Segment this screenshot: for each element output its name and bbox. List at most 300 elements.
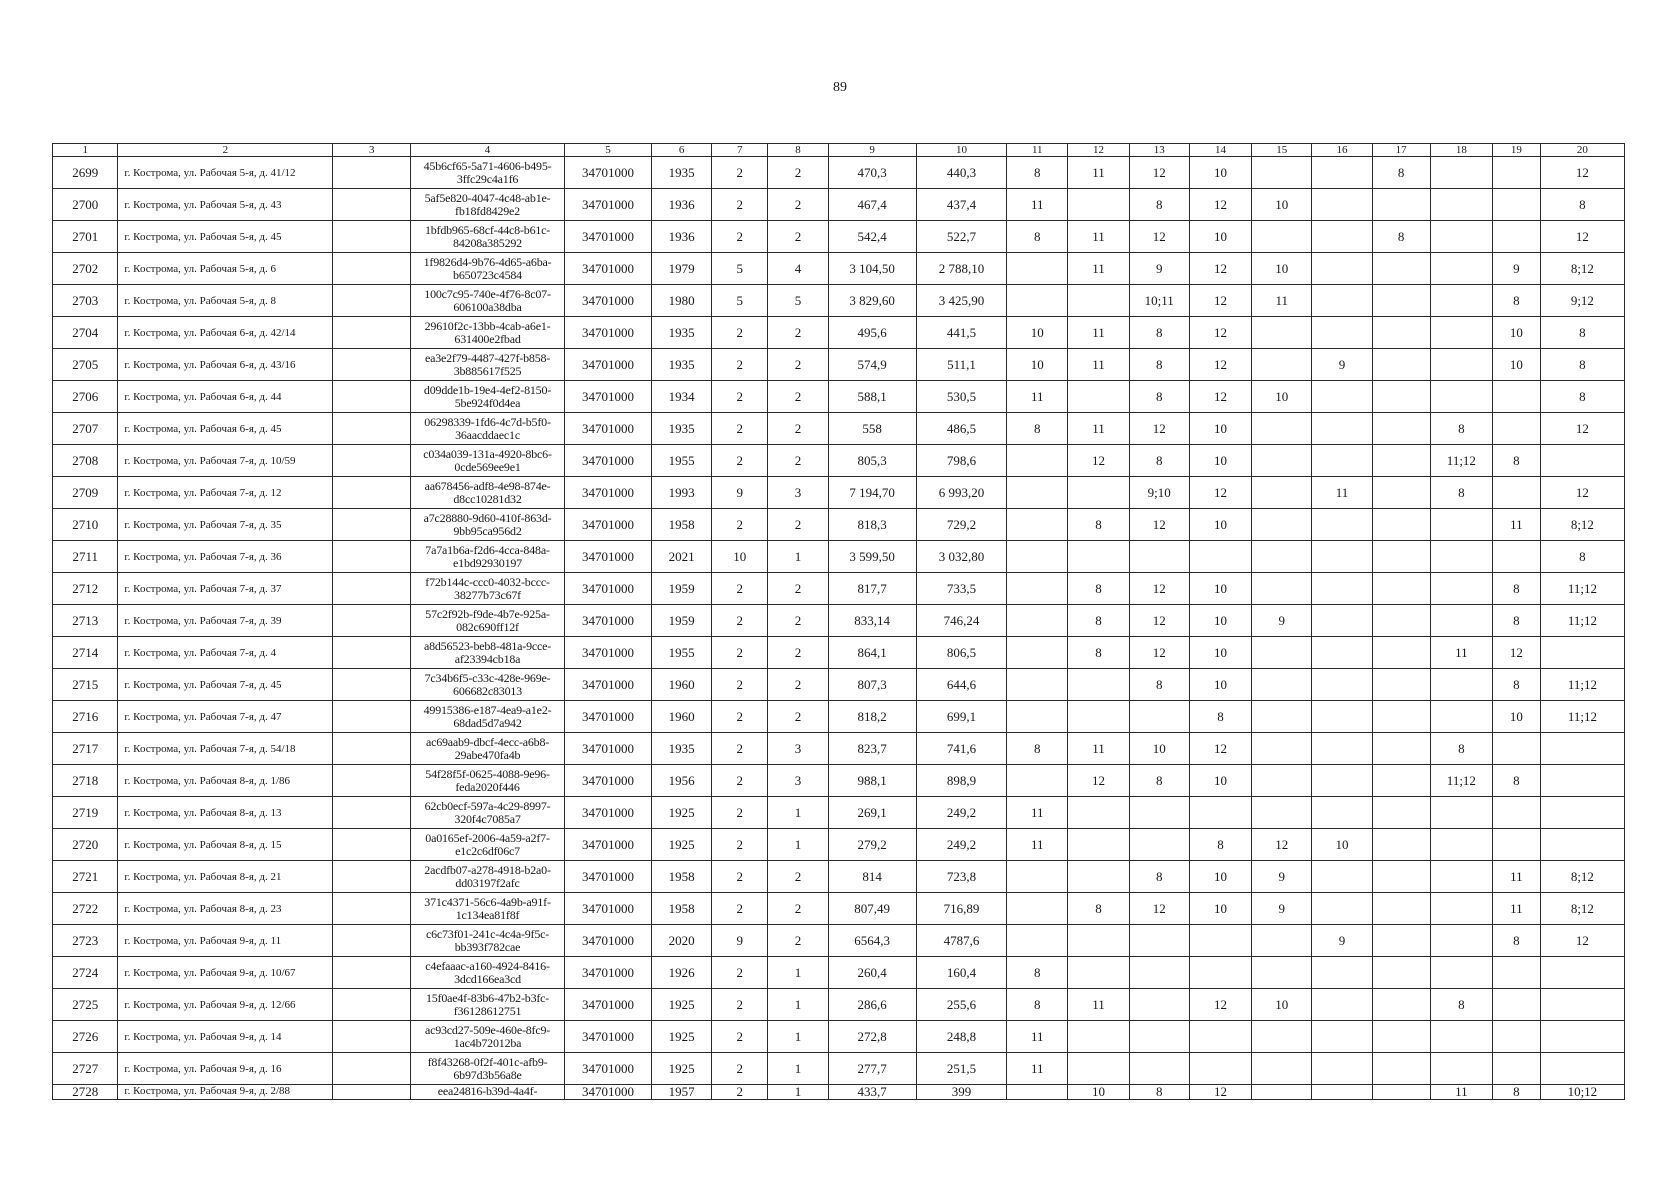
living-area-cell: 716,89 bbox=[916, 893, 1006, 925]
living-area-cell: 806,5 bbox=[916, 637, 1006, 669]
col14-cell: 10 bbox=[1189, 861, 1251, 893]
row-number-cell: 2700 bbox=[53, 189, 118, 221]
year-built-cell: 1926 bbox=[652, 957, 712, 989]
col13-cell bbox=[1129, 1021, 1189, 1053]
floors-cell: 5 bbox=[712, 285, 768, 317]
col16-cell bbox=[1312, 1085, 1372, 1100]
guid-cell: aa678456-adf8-4e98-874e-d8cc10281d32 bbox=[411, 477, 565, 509]
guid-cell: 7a7a1b6a-f2d6-4cca-848a-e1bd92930197 bbox=[411, 541, 565, 573]
total-area-cell: 3 829,60 bbox=[828, 285, 916, 317]
col12-cell: 11 bbox=[1068, 253, 1129, 285]
table-row bbox=[53, 829, 1625, 861]
col17-cell bbox=[1372, 765, 1430, 797]
col14-cell: 12 bbox=[1189, 477, 1251, 509]
column-header-8: 8 bbox=[768, 144, 828, 157]
oktmo-cell: 34701000 bbox=[564, 989, 651, 1021]
table-row bbox=[53, 253, 1625, 285]
col17-cell bbox=[1372, 861, 1430, 893]
col18-cell bbox=[1430, 573, 1492, 605]
table-row bbox=[53, 413, 1625, 445]
col19-cell: 8 bbox=[1493, 573, 1541, 605]
col3-cell bbox=[333, 381, 411, 413]
year-built-cell: 1936 bbox=[652, 221, 712, 253]
column-header-17: 17 bbox=[1372, 144, 1430, 157]
col13-cell: 8 bbox=[1129, 861, 1189, 893]
total-area-cell: 818,2 bbox=[828, 701, 916, 733]
col16-cell bbox=[1312, 221, 1372, 253]
col11-cell bbox=[1007, 925, 1068, 957]
col18-cell: 11;12 bbox=[1430, 765, 1492, 797]
address-cell: г. Кострома, ул. Рабочая 8-я, д. 23 bbox=[118, 893, 333, 925]
table-row bbox=[53, 541, 1625, 573]
guid-cell: d09dde1b-19e4-4ef2-8150-5be924f0d4ea bbox=[411, 381, 565, 413]
col3-cell bbox=[333, 349, 411, 381]
col13-cell bbox=[1129, 1053, 1189, 1085]
col20-cell: 8 bbox=[1540, 317, 1624, 349]
total-area-cell: 805,3 bbox=[828, 445, 916, 477]
col15-cell bbox=[1252, 765, 1312, 797]
entrances-cell: 2 bbox=[768, 157, 828, 189]
col11-cell: 11 bbox=[1007, 797, 1068, 829]
col11-cell: 8 bbox=[1007, 957, 1068, 989]
guid-cell: ac93cd27-509e-460e-8fc9-1ac4b72012ba bbox=[411, 1021, 565, 1053]
column-header-6: 6 bbox=[652, 144, 712, 157]
living-area-cell: 3 032,80 bbox=[916, 541, 1006, 573]
col11-cell bbox=[1007, 701, 1068, 733]
col11-cell bbox=[1007, 669, 1068, 701]
table-row bbox=[53, 317, 1625, 349]
col14-cell: 12 bbox=[1189, 349, 1251, 381]
col13-cell: 8 bbox=[1129, 669, 1189, 701]
living-area-cell: 486,5 bbox=[916, 413, 1006, 445]
column-header-7: 7 bbox=[712, 144, 768, 157]
living-area-cell: 741,6 bbox=[916, 733, 1006, 765]
col15-cell: 11 bbox=[1252, 285, 1312, 317]
col18-cell bbox=[1430, 541, 1492, 573]
col18-cell bbox=[1430, 669, 1492, 701]
col12-cell: 11 bbox=[1068, 317, 1129, 349]
col14-cell bbox=[1189, 541, 1251, 573]
col14-cell: 12 bbox=[1189, 317, 1251, 349]
entrances-cell: 2 bbox=[768, 925, 828, 957]
col13-cell: 10 bbox=[1129, 733, 1189, 765]
entrances-cell: 2 bbox=[768, 509, 828, 541]
col20-cell: 8 bbox=[1540, 541, 1624, 573]
guid-cell: 45b6cf65-5a71-4606-b495-3ffc29c4a1f6 bbox=[411, 157, 565, 189]
address-cell: г. Кострома, ул. Рабочая 7-я, д. 12 bbox=[118, 477, 333, 509]
col20-cell bbox=[1540, 1021, 1624, 1053]
col3-cell bbox=[333, 893, 411, 925]
col13-cell bbox=[1129, 925, 1189, 957]
year-built-cell: 1959 bbox=[652, 573, 712, 605]
col20-cell bbox=[1540, 733, 1624, 765]
col11-cell bbox=[1007, 765, 1068, 797]
col17-cell bbox=[1372, 1085, 1430, 1100]
col11-cell: 10 bbox=[1007, 349, 1068, 381]
column-header-1: 1 bbox=[53, 144, 118, 157]
col3-cell bbox=[333, 829, 411, 861]
col20-cell: 12 bbox=[1540, 157, 1624, 189]
total-area-cell: 279,2 bbox=[828, 829, 916, 861]
living-area-cell: 249,2 bbox=[916, 797, 1006, 829]
col20-cell: 12 bbox=[1540, 477, 1624, 509]
total-area-cell: 286,6 bbox=[828, 989, 916, 1021]
col11-cell bbox=[1007, 861, 1068, 893]
address-cell: г. Кострома, ул. Рабочая 6-я, д. 43/16 bbox=[118, 349, 333, 381]
year-built-cell: 1925 bbox=[652, 1021, 712, 1053]
col19-cell bbox=[1493, 957, 1541, 989]
oktmo-cell: 34701000 bbox=[564, 445, 651, 477]
floors-cell: 2 bbox=[712, 1021, 768, 1053]
col12-cell: 12 bbox=[1068, 765, 1129, 797]
col16-cell bbox=[1312, 1021, 1372, 1053]
floors-cell: 2 bbox=[712, 765, 768, 797]
total-area-cell: 558 bbox=[828, 413, 916, 445]
row-number-cell: 2702 bbox=[53, 253, 118, 285]
row-number-cell: 2726 bbox=[53, 1021, 118, 1053]
col14-cell: 12 bbox=[1189, 381, 1251, 413]
page-number: 89 bbox=[833, 80, 847, 95]
floors-cell: 2 bbox=[712, 605, 768, 637]
col3-cell bbox=[333, 989, 411, 1021]
col11-cell bbox=[1007, 637, 1068, 669]
col17-cell bbox=[1372, 541, 1430, 573]
row-number-cell: 2711 bbox=[53, 541, 118, 573]
col19-cell bbox=[1493, 1021, 1541, 1053]
col20-cell bbox=[1540, 637, 1624, 669]
col16-cell bbox=[1312, 861, 1372, 893]
col15-cell: 9 bbox=[1252, 893, 1312, 925]
table-row bbox=[53, 349, 1625, 381]
floors-cell: 9 bbox=[712, 925, 768, 957]
row-number-cell: 2723 bbox=[53, 925, 118, 957]
address-cell: г. Кострома, ул. Рабочая 8-я, д. 1/86 bbox=[118, 765, 333, 797]
total-area-cell: 807,49 bbox=[828, 893, 916, 925]
total-area-cell: 833,14 bbox=[828, 605, 916, 637]
col12-cell: 11 bbox=[1068, 157, 1129, 189]
table-row bbox=[53, 925, 1625, 957]
year-built-cell: 1958 bbox=[652, 509, 712, 541]
col16-cell bbox=[1312, 541, 1372, 573]
column-header-2: 2 bbox=[118, 144, 333, 157]
col11-cell: 10 bbox=[1007, 317, 1068, 349]
guid-cell: 54f28f5f-0625-4088-9e96-feda2020f446 bbox=[411, 765, 565, 797]
col15-cell bbox=[1252, 509, 1312, 541]
row-number-cell: 2720 bbox=[53, 829, 118, 861]
row-number-cell: 2705 bbox=[53, 349, 118, 381]
col16-cell bbox=[1312, 317, 1372, 349]
col19-cell bbox=[1493, 477, 1541, 509]
col17-cell bbox=[1372, 669, 1430, 701]
col12-cell bbox=[1068, 861, 1129, 893]
col18-cell bbox=[1430, 157, 1492, 189]
entrances-cell: 2 bbox=[768, 317, 828, 349]
living-area-cell: 798,6 bbox=[916, 445, 1006, 477]
table-row bbox=[53, 445, 1625, 477]
col20-cell bbox=[1540, 765, 1624, 797]
guid-cell: 1bfdb965-68cf-44c8-b61c-84208a385292 bbox=[411, 221, 565, 253]
floors-cell: 2 bbox=[712, 349, 768, 381]
living-area-cell: 644,6 bbox=[916, 669, 1006, 701]
guid-cell: 29610f2c-13bb-4cab-a6e1-631400e2fbad bbox=[411, 317, 565, 349]
living-area-cell: 251,5 bbox=[916, 1053, 1006, 1085]
floors-cell: 2 bbox=[712, 669, 768, 701]
col14-cell: 12 bbox=[1189, 285, 1251, 317]
guid-cell: 0a0165ef-2006-4a59-a2f7-e1c2c6df06c7 bbox=[411, 829, 565, 861]
address-cell: г. Кострома, ул. Рабочая 7-я, д. 54/18 bbox=[118, 733, 333, 765]
col15-cell: 10 bbox=[1252, 253, 1312, 285]
row-number-cell: 2728 bbox=[53, 1085, 118, 1100]
col19-cell bbox=[1493, 541, 1541, 573]
col12-cell: 8 bbox=[1068, 573, 1129, 605]
floors-cell: 2 bbox=[712, 157, 768, 189]
col14-cell bbox=[1189, 1021, 1251, 1053]
address-cell: г. Кострома, ул. Рабочая 5-я, д. 8 bbox=[118, 285, 333, 317]
col16-cell bbox=[1312, 253, 1372, 285]
floors-cell: 9 bbox=[712, 477, 768, 509]
entrances-cell: 2 bbox=[768, 381, 828, 413]
col3-cell bbox=[333, 861, 411, 893]
floors-cell: 2 bbox=[712, 861, 768, 893]
entrances-cell: 2 bbox=[768, 669, 828, 701]
address-cell: г. Кострома, ул. Рабочая 7-я, д. 47 bbox=[118, 701, 333, 733]
living-area-cell: 437,4 bbox=[916, 189, 1006, 221]
entrances-cell: 2 bbox=[768, 445, 828, 477]
total-area-cell: 260,4 bbox=[828, 957, 916, 989]
col17-cell bbox=[1372, 893, 1430, 925]
oktmo-cell: 34701000 bbox=[564, 957, 651, 989]
col3-cell bbox=[333, 605, 411, 637]
oktmo-cell: 34701000 bbox=[564, 1085, 651, 1100]
table-row bbox=[53, 733, 1625, 765]
guid-cell: a7c28880-9d60-410f-863d-9bb95ca956d2 bbox=[411, 509, 565, 541]
col3-cell bbox=[333, 957, 411, 989]
col12-cell bbox=[1068, 957, 1129, 989]
guid-cell: 371c4371-56c6-4a9b-a91f-1c134ea81f8f bbox=[411, 893, 565, 925]
col3-cell bbox=[333, 1085, 411, 1100]
col13-cell: 12 bbox=[1129, 605, 1189, 637]
address-cell: г. Кострома, ул. Рабочая 9-я, д. 10/67 bbox=[118, 957, 333, 989]
entrances-cell: 5 bbox=[768, 285, 828, 317]
year-built-cell: 1935 bbox=[652, 349, 712, 381]
entrances-cell: 1 bbox=[768, 1053, 828, 1085]
floors-cell: 2 bbox=[712, 797, 768, 829]
total-area-cell: 3 599,50 bbox=[828, 541, 916, 573]
floors-cell: 2 bbox=[712, 573, 768, 605]
guid-cell: 49915386-e187-4ea9-a1e2-68dad5d7a942 bbox=[411, 701, 565, 733]
table-row bbox=[53, 701, 1625, 733]
guid-cell: ea3e2f79-4487-427f-b858-3b885617f525 bbox=[411, 349, 565, 381]
col19-cell: 10 bbox=[1493, 317, 1541, 349]
address-cell: г. Кострома, ул. Рабочая 9-я, д. 2/88 bbox=[118, 1085, 333, 1100]
col18-cell bbox=[1430, 381, 1492, 413]
total-area-cell: 818,3 bbox=[828, 509, 916, 541]
col13-cell bbox=[1129, 797, 1189, 829]
guid-cell: 2acdfb07-a278-4918-b2a0-dd03197f2afc bbox=[411, 861, 565, 893]
col13-cell: 8 bbox=[1129, 189, 1189, 221]
col18-cell bbox=[1430, 189, 1492, 221]
col20-cell: 12 bbox=[1540, 413, 1624, 445]
year-built-cell: 1925 bbox=[652, 829, 712, 861]
total-area-cell: 433,7 bbox=[828, 1085, 916, 1100]
address-cell: г. Кострома, ул. Рабочая 7-я, д. 37 bbox=[118, 573, 333, 605]
col15-cell bbox=[1252, 925, 1312, 957]
oktmo-cell: 34701000 bbox=[564, 509, 651, 541]
col19-cell: 8 bbox=[1493, 605, 1541, 637]
guid-cell: f8f43268-0f2f-401c-afb9-6b97d3b56a8e bbox=[411, 1053, 565, 1085]
col18-cell bbox=[1430, 701, 1492, 733]
row-number-cell: 2712 bbox=[53, 573, 118, 605]
col15-cell: 10 bbox=[1252, 381, 1312, 413]
oktmo-cell: 34701000 bbox=[564, 317, 651, 349]
row-number-cell: 2708 bbox=[53, 445, 118, 477]
column-header-15: 15 bbox=[1252, 144, 1312, 157]
table-row bbox=[53, 157, 1625, 189]
entrances-cell: 1 bbox=[768, 541, 828, 573]
address-cell: г. Кострома, ул. Рабочая 6-я, д. 42/14 bbox=[118, 317, 333, 349]
living-area-cell: 248,8 bbox=[916, 1021, 1006, 1053]
col13-cell: 8 bbox=[1129, 349, 1189, 381]
total-area-cell: 574,9 bbox=[828, 349, 916, 381]
col17-cell bbox=[1372, 733, 1430, 765]
col18-cell bbox=[1430, 349, 1492, 381]
col14-cell: 10 bbox=[1189, 413, 1251, 445]
col15-cell bbox=[1252, 637, 1312, 669]
address-cell: г. Кострома, ул. Рабочая 5-я, д. 41/12 bbox=[118, 157, 333, 189]
col18-cell: 8 bbox=[1430, 989, 1492, 1021]
table-row bbox=[53, 765, 1625, 797]
col16-cell bbox=[1312, 893, 1372, 925]
year-built-cell: 1979 bbox=[652, 253, 712, 285]
oktmo-cell: 34701000 bbox=[564, 701, 651, 733]
col16-cell bbox=[1312, 413, 1372, 445]
entrances-cell: 2 bbox=[768, 861, 828, 893]
col12-cell: 10 bbox=[1068, 1085, 1129, 1100]
col19-cell: 11 bbox=[1493, 509, 1541, 541]
col13-cell: 8 bbox=[1129, 1085, 1189, 1100]
col3-cell bbox=[333, 637, 411, 669]
table-row bbox=[53, 221, 1625, 253]
col11-cell bbox=[1007, 541, 1068, 573]
col3-cell bbox=[333, 797, 411, 829]
entrances-cell: 2 bbox=[768, 189, 828, 221]
floors-cell: 2 bbox=[712, 893, 768, 925]
col17-cell bbox=[1372, 989, 1430, 1021]
col17-cell bbox=[1372, 509, 1430, 541]
address-cell: г. Кострома, ул. Рабочая 8-я, д. 13 bbox=[118, 797, 333, 829]
year-built-cell: 2021 bbox=[652, 541, 712, 573]
living-area-cell: 6 993,20 bbox=[916, 477, 1006, 509]
row-number-cell: 2717 bbox=[53, 733, 118, 765]
col13-cell: 12 bbox=[1129, 573, 1189, 605]
living-area-cell: 249,2 bbox=[916, 829, 1006, 861]
table-row bbox=[53, 573, 1625, 605]
table-row bbox=[53, 797, 1625, 829]
col18-cell bbox=[1430, 605, 1492, 637]
col11-cell bbox=[1007, 445, 1068, 477]
col20-cell: 11;12 bbox=[1540, 605, 1624, 637]
col17-cell bbox=[1372, 381, 1430, 413]
col13-cell: 12 bbox=[1129, 509, 1189, 541]
register-table-wrapper bbox=[52, 143, 1625, 1100]
oktmo-cell: 34701000 bbox=[564, 797, 651, 829]
col19-cell: 11 bbox=[1493, 893, 1541, 925]
col18-cell: 11;12 bbox=[1430, 445, 1492, 477]
col12-cell: 8 bbox=[1068, 637, 1129, 669]
row-number-cell: 2709 bbox=[53, 477, 118, 509]
col18-cell bbox=[1430, 861, 1492, 893]
entrances-cell: 1 bbox=[768, 1085, 828, 1100]
col12-cell: 11 bbox=[1068, 989, 1129, 1021]
col14-cell: 10 bbox=[1189, 669, 1251, 701]
guid-cell: 5af5e820-4047-4c48-ab1e-fb18fd8429e2 bbox=[411, 189, 565, 221]
col15-cell bbox=[1252, 1085, 1312, 1100]
entrances-cell: 2 bbox=[768, 221, 828, 253]
col18-cell bbox=[1430, 829, 1492, 861]
col12-cell bbox=[1068, 1053, 1129, 1085]
col11-cell: 8 bbox=[1007, 413, 1068, 445]
col13-cell: 12 bbox=[1129, 221, 1189, 253]
address-cell: г. Кострома, ул. Рабочая 9-я, д. 12/66 bbox=[118, 989, 333, 1021]
col16-cell bbox=[1312, 605, 1372, 637]
col13-cell: 8 bbox=[1129, 381, 1189, 413]
floors-cell: 2 bbox=[712, 957, 768, 989]
oktmo-cell: 34701000 bbox=[564, 765, 651, 797]
oktmo-cell: 34701000 bbox=[564, 1053, 651, 1085]
col14-cell: 10 bbox=[1189, 637, 1251, 669]
col14-cell bbox=[1189, 925, 1251, 957]
address-cell: г. Кострома, ул. Рабочая 7-я, д. 36 bbox=[118, 541, 333, 573]
address-cell: г. Кострома, ул. Рабочая 7-я, д. 35 bbox=[118, 509, 333, 541]
col15-cell bbox=[1252, 573, 1312, 605]
year-built-cell: 1956 bbox=[652, 765, 712, 797]
col17-cell bbox=[1372, 957, 1430, 989]
col12-cell bbox=[1068, 1021, 1129, 1053]
row-number-cell: 2710 bbox=[53, 509, 118, 541]
entrances-cell: 3 bbox=[768, 477, 828, 509]
column-header-9: 9 bbox=[828, 144, 916, 157]
col17-cell bbox=[1372, 317, 1430, 349]
total-area-cell: 588,1 bbox=[828, 381, 916, 413]
guid-cell: ac69aab9-dbcf-4ecc-a6b8-29abe470fa4b bbox=[411, 733, 565, 765]
col12-cell: 11 bbox=[1068, 413, 1129, 445]
oktmo-cell: 34701000 bbox=[564, 893, 651, 925]
table-row bbox=[53, 957, 1625, 989]
table-body bbox=[53, 157, 1625, 1100]
column-header-13: 13 bbox=[1129, 144, 1189, 157]
floors-cell: 2 bbox=[712, 733, 768, 765]
entrances-cell: 3 bbox=[768, 765, 828, 797]
oktmo-cell: 34701000 bbox=[564, 541, 651, 573]
year-built-cell: 2020 bbox=[652, 925, 712, 957]
address-cell: г. Кострома, ул. Рабочая 9-я, д. 16 bbox=[118, 1053, 333, 1085]
col19-cell: 10 bbox=[1493, 701, 1541, 733]
table-row bbox=[53, 861, 1625, 893]
col11-cell bbox=[1007, 573, 1068, 605]
column-header-5: 5 bbox=[564, 144, 651, 157]
col15-cell bbox=[1252, 221, 1312, 253]
entrances-cell: 1 bbox=[768, 957, 828, 989]
col13-cell bbox=[1129, 701, 1189, 733]
col16-cell bbox=[1312, 573, 1372, 605]
column-header-4: 4 bbox=[411, 144, 565, 157]
total-area-cell: 277,7 bbox=[828, 1053, 916, 1085]
oktmo-cell: 34701000 bbox=[564, 253, 651, 285]
col11-cell: 8 bbox=[1007, 733, 1068, 765]
floors-cell: 2 bbox=[712, 637, 768, 669]
col14-cell: 10 bbox=[1189, 573, 1251, 605]
col14-cell: 8 bbox=[1189, 701, 1251, 733]
